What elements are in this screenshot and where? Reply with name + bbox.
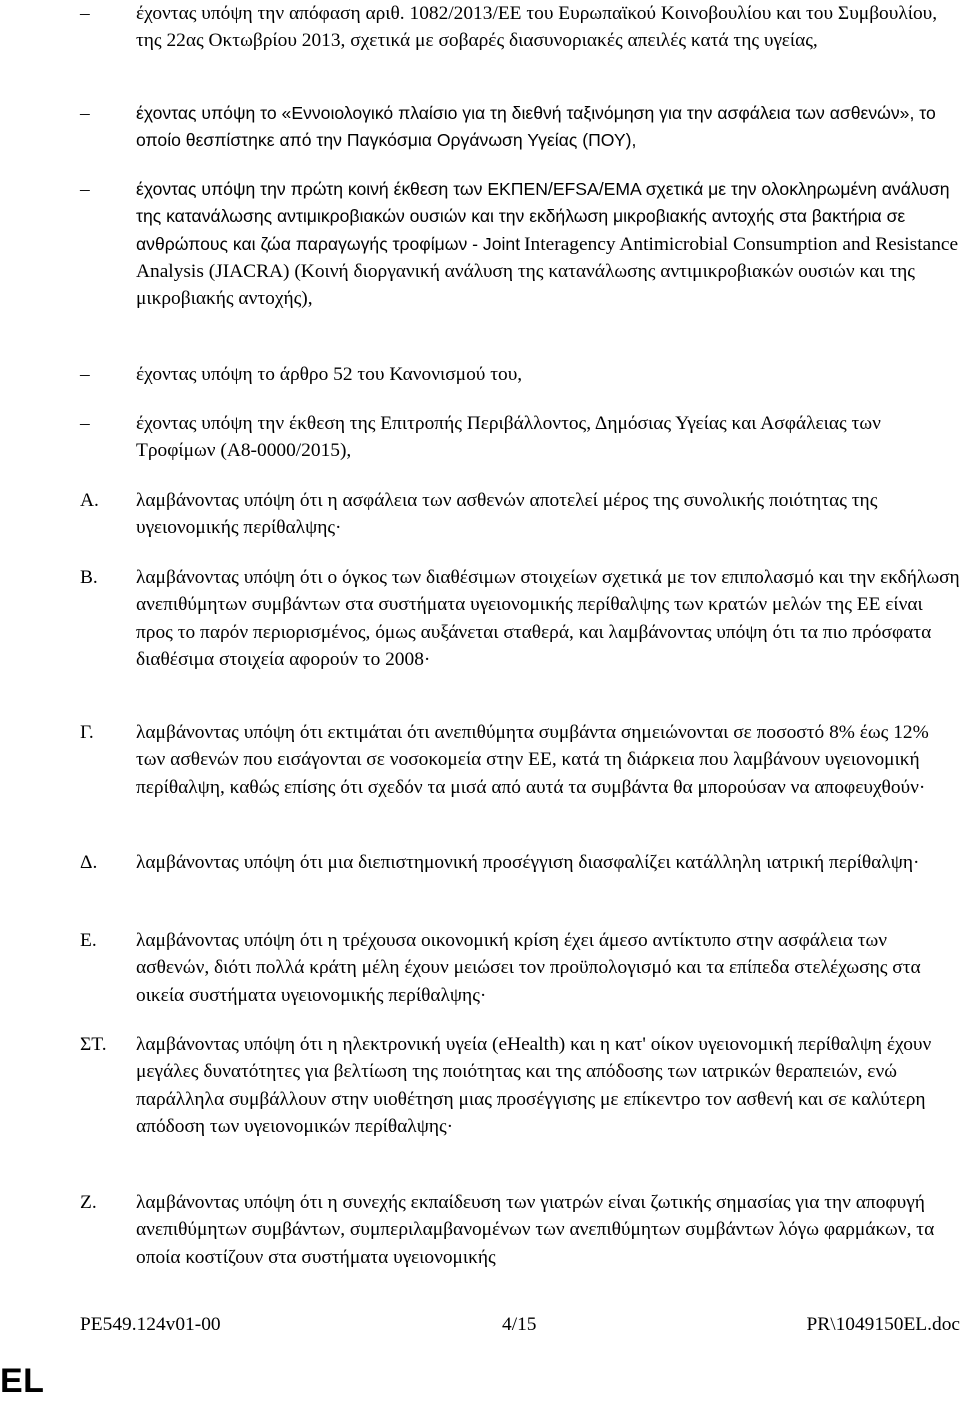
recital-label: Δ. bbox=[80, 852, 98, 873]
recital-label: Γ. bbox=[80, 722, 94, 743]
citation-text bbox=[136, 176, 960, 312]
citation-text: έχοντας υπόψη την απόφαση αριθ. 1082/2013/ΕΕ του Ευρωπαϊκού Κοινοβουλίου και του Συμβουλίου, της 22ας Οκτωβρίου 2013, σχετικά με σοβαρές διασυνοριακές απειλές κατά της υγείας, bbox=[136, 3, 938, 52]
citation-text: έχοντας υπόψη την έκθεση της Επιτροπής Περιβάλλοντος, Δημόσιας Υγείας και Ασφάλειας των Τροφίμων (A8-0000/2015), bbox=[136, 413, 881, 462]
citation-text: έχοντας υπόψη το άρθρο 52 του Κανονισμού του, bbox=[136, 364, 523, 385]
citation-dash: – bbox=[80, 179, 90, 200]
page-footer bbox=[0, 1311, 960, 1339]
recital-label: Z. bbox=[80, 1192, 97, 1213]
footer-page-number: 4/15 bbox=[502, 1314, 537, 1335]
citation-dash: – bbox=[80, 103, 90, 124]
recital-label: E. bbox=[80, 930, 97, 951]
recital-text: λαμβάνοντας υπόψη ότι η ασφάλεια των ασθενών αποτελεί μέρος της συνολικής ποιότητας της υγειονομικής περίθαλψης· bbox=[136, 490, 878, 539]
recital-text: λαμβάνοντας υπόψη ότι η τρέχουσα οικονομική κρίση έχει άμεσο αντίκτυπο στην ασφάλεια των ασθενών, διότι πολλά κράτη μέλη έχουν μειώσει τον προϋπολογισμό και τα επίπεδα στελέχωσης στα οικεία συστήματα υγειονομικής περίθαλψης· bbox=[136, 930, 921, 1006]
footer-doc-ref: PE549.124v01-00 bbox=[80, 1314, 221, 1335]
citation-text-sans: έχοντας υπόψη την πρώτη κοινή έκθεση των ΕΚΠΕΝ/EFSA/EMA σχετικά με την ολοκληρωμένη ανάλυση της κατανάλωσης αντιμικροβιακών ουσιών και την εκδήλωση μικροβιακής αντοχής στα βακτήρια σε ανθρώπους και ζώα παραγωγής τροφίμων - Joint bbox=[136, 179, 955, 254]
citation-dash: – bbox=[80, 364, 90, 385]
citation-text: έχοντας υπόψη το «Εννοιολογικό πλαίσιο για τη διεθνή ταξινόμηση για την ασφάλεια των ασθενών», το οποίο θεσπίστηκε από την Παγκόσμια Οργάνωση Υγείας (ΠΟΥ), bbox=[136, 103, 936, 151]
citation-dash: – bbox=[80, 3, 90, 24]
recital-text: λαμβάνοντας υπόψη ότι μια διεπιστημονική προσέγγιση διασφαλίζει κατάλληλη ιατρική περίθαλψη· bbox=[136, 852, 920, 873]
footer-file-name: PR\1049150EL.doc bbox=[806, 1314, 960, 1335]
recital-text: λαμβάνοντας υπόψη ότι ο όγκος των διαθέσιμων στοιχείων σχετικά με τον επιπολασμό και την εκδήλωση ανεπιθύμητων συμβάντων στα συστήματα υγειονομικής περίθαλψης των κρατών μελών της ΕΕ είναι προς το παρόν περιορισμένος, όμως αυξάνεται σταθερά, και λαμβάνοντας υπόψη ότι τα πιο πρόσφατα διαθέσιμα στοιχεία αφορούν το 2008· bbox=[136, 567, 960, 670]
recital-text: λαμβάνοντας υπόψη ότι η συνεχής εκπαίδευση των γιατρών είναι ζωτικής σημασίας για την αποφυγή ανεπιθύμητων συμβάντων, συμπεριλαμβανομένων των ανεπιθύμητων συμβάντων λόγω φαρμάκων, τα οποία κοστίζουν στα συστήματα υγειονομικής bbox=[136, 1192, 935, 1268]
recital-text: λαμβάνοντας υπόψη ότι εκτιμάται ότι ανεπιθύμητα συμβάντα σημειώνονται σε ποσοστό 8% έως 12% των ασθενών που εισάγονται σε νοσοκομεία στην ΕΕ, κατά τη διάρκεια που λαμβάνουν υγειονομική περίθαλψη, καθώς επίσης ότι σχεδόν τα μισά από αυτά τα συμβάντα θα μπορούσαν να αποφευχθούν· bbox=[136, 722, 929, 798]
recital-label: A. bbox=[80, 490, 99, 511]
citation-dash: – bbox=[80, 413, 90, 434]
recital-label: B. bbox=[80, 567, 98, 588]
citation-text-serif: Interagency Antimicrobial Consumption and Resistance Analysis (JIACRA) (Κοινή διοργανική ανάλυση της κατανάλωσης αντιμικροβιακών ουσιών και της μικροβιακής αντοχής), bbox=[136, 233, 959, 310]
language-code: EL bbox=[0, 1362, 45, 1400]
recital-label: ΣΤ. bbox=[80, 1034, 107, 1055]
recital-text: λαμβάνοντας υπόψη ότι η ηλεκτρονική υγεία (eHealth) και η κατ' οίκον υγειονομική περίθαλψη έχουν μεγάλες δυνατότητες για βελτίωση της ποιότητας και της απόδοσης των ιατρικών θεραπειών, ενώ παράλληλα συμβάλλουν στην υιοθέτηση μιας προσέγγισης με επίκεντρο τον ασθενή και σε καλύτερη απόδοση των υγειονομικών περίθαλψης· bbox=[136, 1034, 932, 1137]
